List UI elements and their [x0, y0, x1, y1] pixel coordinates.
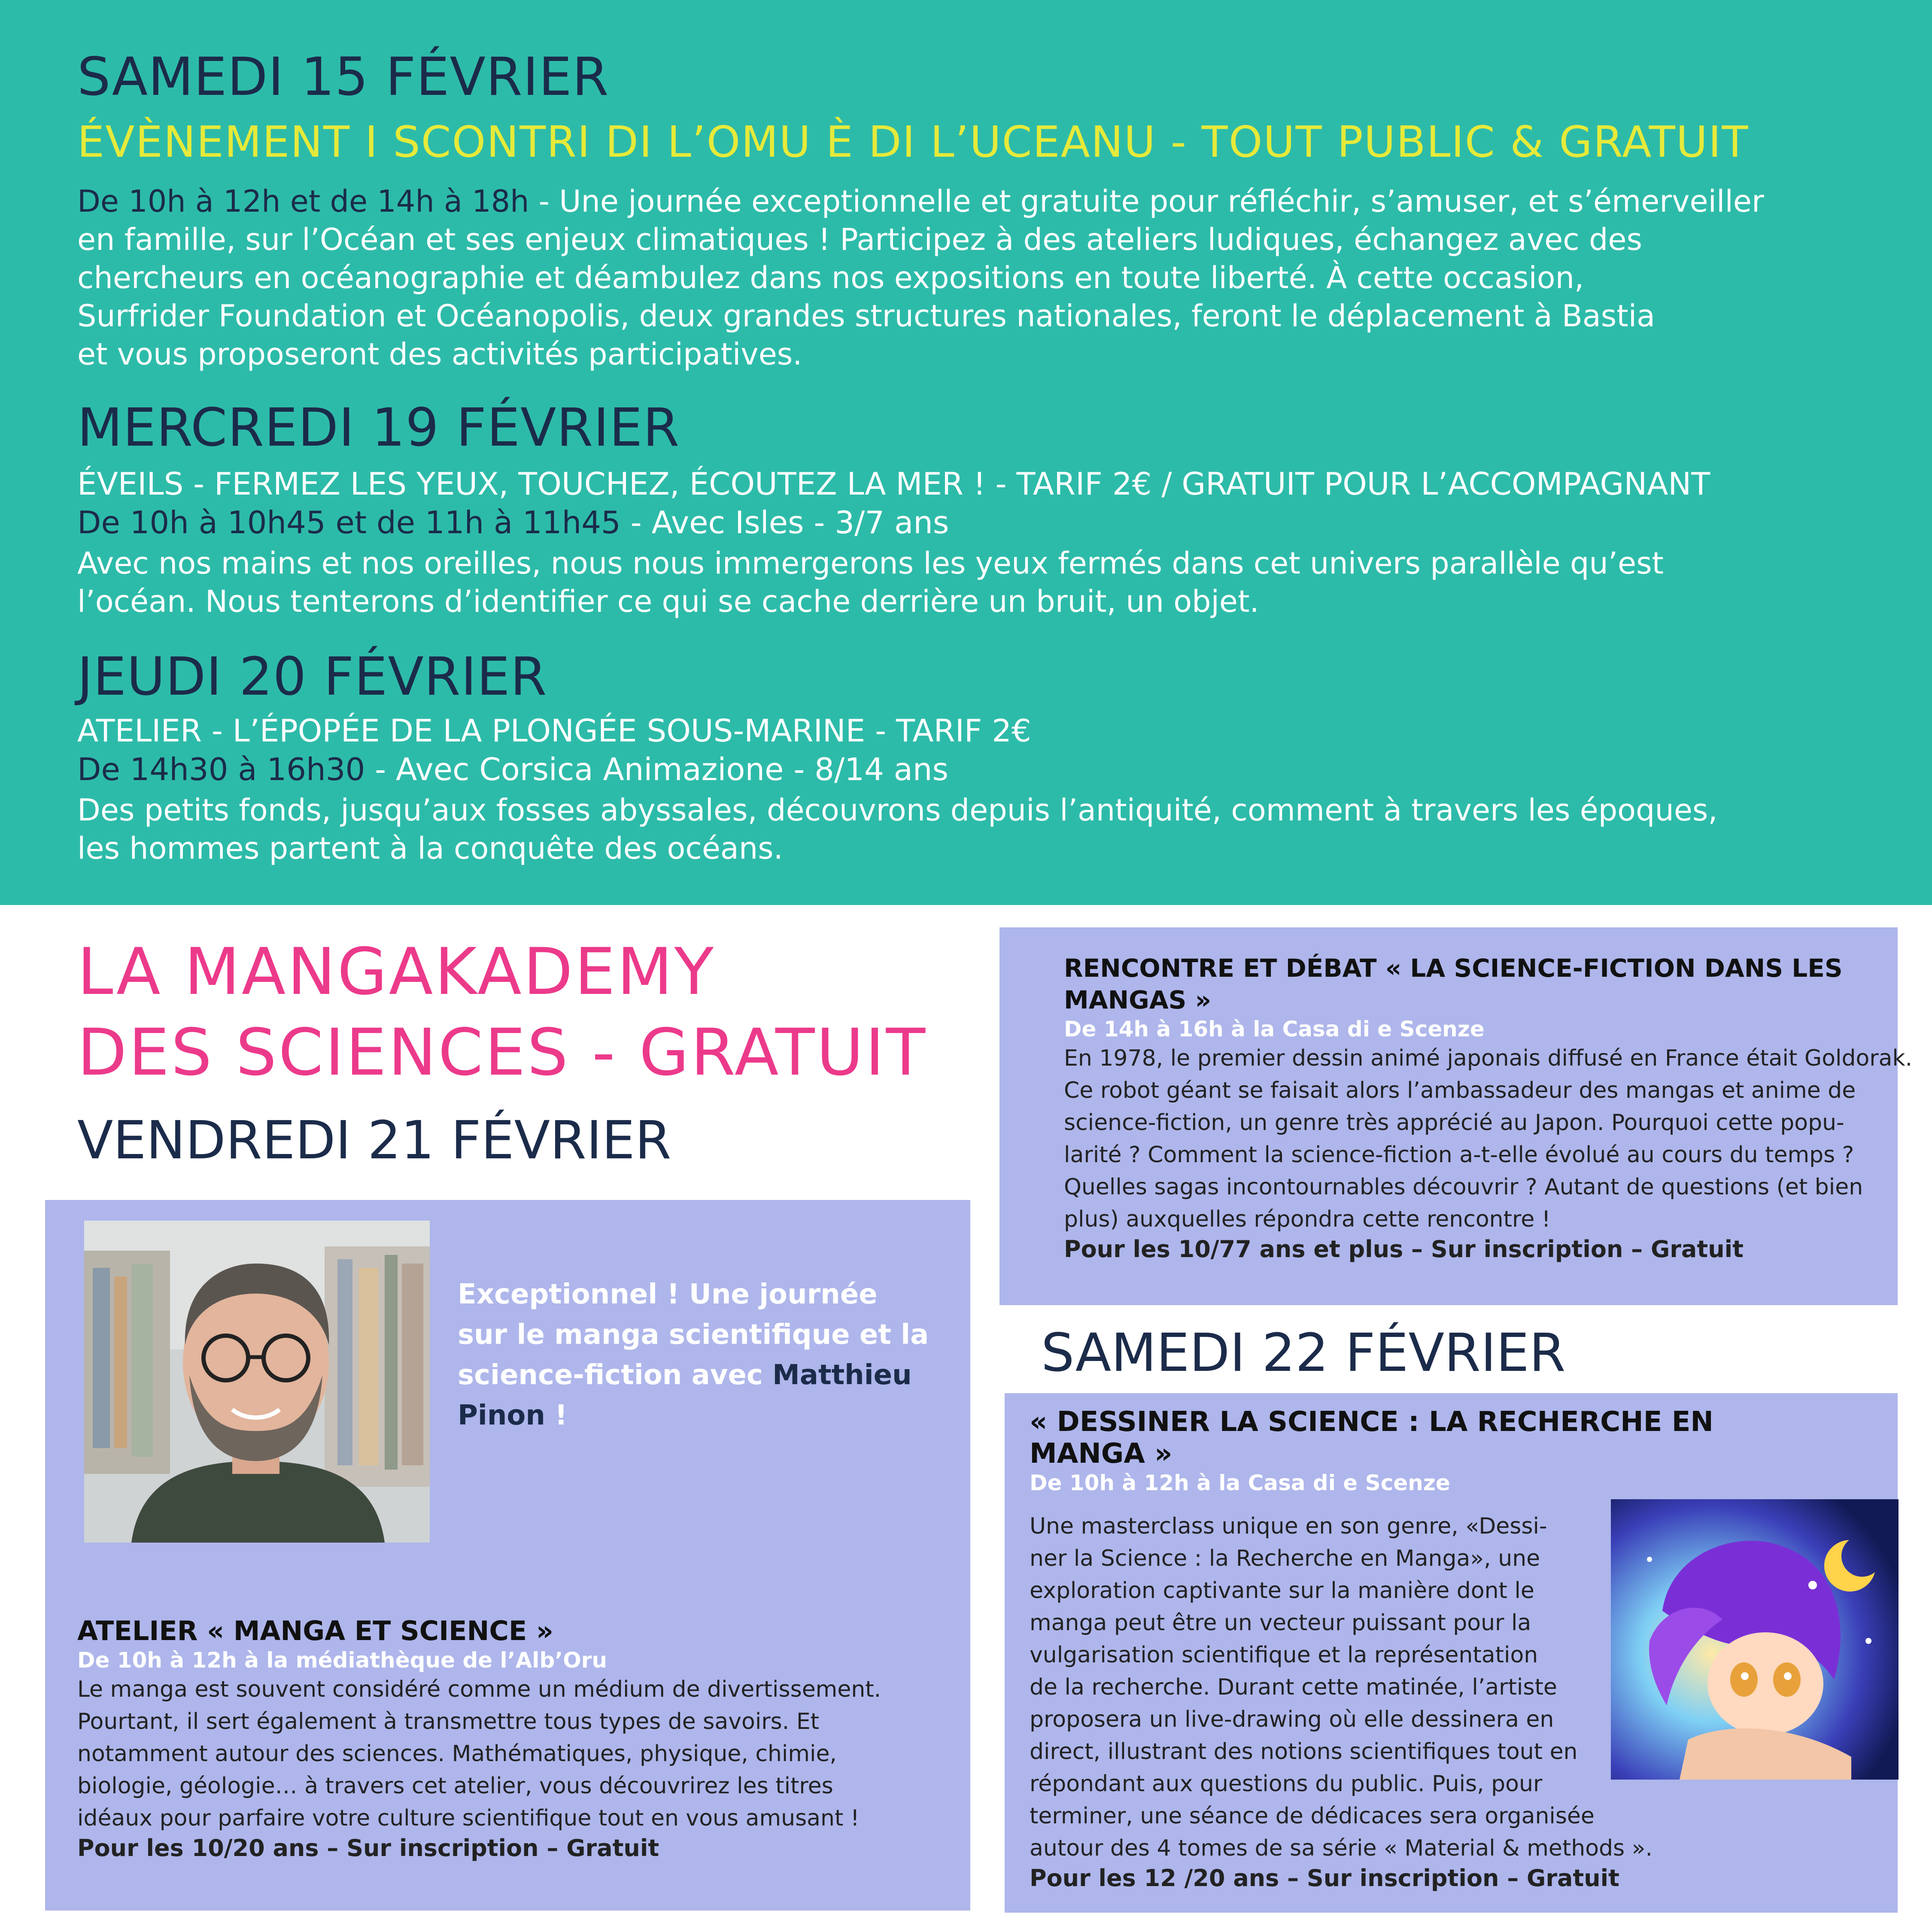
text-line: autour des 4 tomes de sa série « Material & methods ». [1030, 1835, 1653, 1861]
workshop-time: De 10h à 12h à la médiathèque de l’Alb’Oru [77, 1648, 607, 1673]
text-line: et vous proposeront des activités participatives. [77, 337, 802, 372]
intro-line: sur le manga scientifique et la [458, 1319, 929, 1351]
workshop-footer: Pour les 10/20 ans – Sur inscription – Gratuit [77, 1835, 659, 1862]
masterclass-footer: Pour les 12 /20 ans – Sur inscription – Gratuit [1030, 1865, 1619, 1892]
text-line: manga peut être un vecteur puissant pour la [1030, 1610, 1531, 1636]
intro-fragment: science-fiction avec [458, 1359, 773, 1391]
intro-text [458, 1274, 939, 1436]
text-line: ner la Science : la Recherche en Manga», une [1030, 1546, 1540, 1571]
text-line: En 1978, le premier dessin animé japonais diffusé en France était Goldorak. [1064, 1045, 1913, 1071]
event-time-line [77, 751, 948, 787]
title-line: DES SCIENCES - GRATUIT [77, 1015, 927, 1090]
masterclass-title-line: MANGA » [1030, 1438, 1173, 1470]
workshop-block [77, 1615, 957, 1862]
text-line: notamment autour des sciences. Mathématiques, physique, chimie, [77, 1741, 837, 1767]
event-time: De 10h à 12h et de 14h à 18h [77, 184, 529, 219]
text-line: Quelles sagas incontournables découvrir ? Autant de questions (et bien [1064, 1174, 1863, 1200]
intro-fragment: ! [545, 1400, 568, 1431]
text-line: Des petits fonds, jusqu’aux fosses abyssales, découvrons depuis l’antiquité, comment à travers les époques, [77, 793, 1718, 828]
debate-footer: Pour les 10/77 ans et plus – Sur inscription – Gratuit [1064, 1236, 1744, 1263]
event-time-detail: - Avec Corsica Animazione - 8/14 ans [365, 751, 948, 787]
text-line: Le manga est souvent considéré comme un médium de divertissement. [77, 1677, 881, 1702]
text-line: Pourtant, il sert également à transmettre tous types de savoirs. Et [77, 1709, 820, 1735]
text-line: larité ? Comment la science-fiction a-t-elle évolué au cours du temps ? [1064, 1142, 1854, 1168]
event-time: De 14h30 à 16h30 [77, 751, 365, 787]
saturday-header [1030, 1406, 1884, 1496]
text-line: proposera un live-drawing où elle dessinera en [1030, 1707, 1554, 1732]
text-line: - Une journée exceptionnelle et gratuite pour réfléchir, s’amuser, et s’émerveiller [538, 184, 1764, 219]
text-line: science-fiction, un genre très apprécié au Japon. Pourquoi cette popu- [1064, 1110, 1844, 1136]
text-line: plus) auxquelles répondra cette rencontre ! [1064, 1206, 1551, 1232]
text-line: l’océan. Nous tenterons d’identifier ce qui se cache derrière un bruit, un objet. [77, 584, 1259, 619]
text-line: biologie, géologie… à travers cet atelier, vous découvrirez les titres [77, 1773, 833, 1799]
event-title-atelier-plongee: ATELIER - L’ÉPOPÉE DE LA PLONGÉE SOUS-MARINE - TARIF 2€ [77, 713, 1031, 749]
intro-line [458, 1395, 939, 1436]
intro-line: Exceptionnel ! Une journée [458, 1279, 878, 1310]
debate-time: De 14h à 16h à la Casa di e Scenze [1064, 1017, 1485, 1042]
text-line: exploration captivante sur la manière dont le [1030, 1578, 1534, 1604]
mangakademy-title [77, 932, 927, 1093]
day-heading-jeudi-20: JEUDI 20 FÉVRIER [77, 646, 547, 707]
text-line: vulgarisation scientifique et la représentation [1030, 1642, 1538, 1668]
event-time-detail: - Avec Isles - 3/7 ans [620, 504, 949, 541]
text-line: en famille, sur l’Océan et ses enjeux climatiques ! Participez à des ateliers ludiques, échangez avec des [77, 222, 1642, 257]
event-title-eveils: ÉVEILS - FERMEZ LES YEUX, TOUCHEZ, ÉCOUTEZ LA MER ! - TARIF 2€ / GRATUIT POUR L’ACCOMPAGNANT [77, 466, 1710, 502]
artist-name-first: Matthieu [772, 1359, 912, 1391]
text-line: de la recherche. Durant cette matinée, l’artiste [1030, 1674, 1557, 1700]
workshop-title: ATELIER « MANGA ET SCIENCE » [77, 1615, 553, 1646]
text-line: répondant aux questions du public. Puis, pour [1030, 1771, 1543, 1797]
day-heading-samedi-15: SAMEDI 15 FÉVRIER [77, 46, 609, 107]
text-line: Une masterclass unique en son genre, «Dessi- [1030, 1513, 1547, 1539]
day-heading-samedi-22: SAMEDI 22 FÉVRIER [1041, 1322, 1566, 1383]
event-description-eveils [77, 544, 1829, 621]
day-heading-vendredi-21: VENDREDI 21 FÉVRIER [77, 1110, 671, 1171]
text-line: Surfrider Foundation et Océanopolis, deux grandes structures nationales, feront le déplacement à Bastia [77, 298, 1656, 334]
text-line: direct, illustrant des notions scientifiques tout en [1030, 1739, 1578, 1765]
masterclass-title-line: « DESSINER LA SCIENCE : LA RECHERCHE EN [1030, 1406, 1713, 1438]
intro-line [458, 1355, 939, 1395]
portrait-photo [84, 1221, 430, 1543]
event-title-scontri: ÉVÈNEMENT I SCONTRI DI L’OMU È DI L’UCEANU - TOUT PUBLIC & GRATUIT [77, 117, 1749, 167]
event-time-line [77, 504, 949, 541]
event-time: De 10h à 10h45 et de 11h à 11h45 [77, 504, 621, 541]
text-line: idéaux pour parfaire votre culture scientifique tout en vous amusant ! [77, 1805, 860, 1831]
manga-artwork [1611, 1499, 1899, 1780]
event-description-plongee [77, 791, 1829, 868]
day-heading-mercredi-19: MERCREDI 19 FÉVRIER [77, 397, 680, 458]
masterclass-time: De 10h à 12h à la Casa di e Scenze [1030, 1470, 1450, 1495]
debate-block [1064, 952, 1913, 1263]
text-line: Ce robot géant se faisait alors l’ambassadeur des mangas et anime de [1064, 1078, 1856, 1103]
text-line: les hommes partent à la conquête des océans. [77, 831, 783, 866]
artist-name-last: Pinon [458, 1400, 545, 1431]
text-line: Avec nos mains et nos oreilles, nous nous immergerons les yeux fermés dans cet univers parallèle qu’est [77, 546, 1664, 581]
event-description-scontri [77, 182, 1829, 374]
title-line: LA MANGAKADEMY [77, 935, 716, 1009]
text-line: chercheurs en océanographie et déambulez dans nos expositions en toute liberté. À cette occasion, [77, 260, 1584, 295]
debate-title-line: RENCONTRE ET DÉBAT « LA SCIENCE-FICTION DANS LES [1064, 954, 1843, 983]
debate-title-line: MANGAS » [1064, 985, 1212, 1015]
text-line: terminer, une séance de dédicaces sera organisée [1030, 1803, 1595, 1829]
